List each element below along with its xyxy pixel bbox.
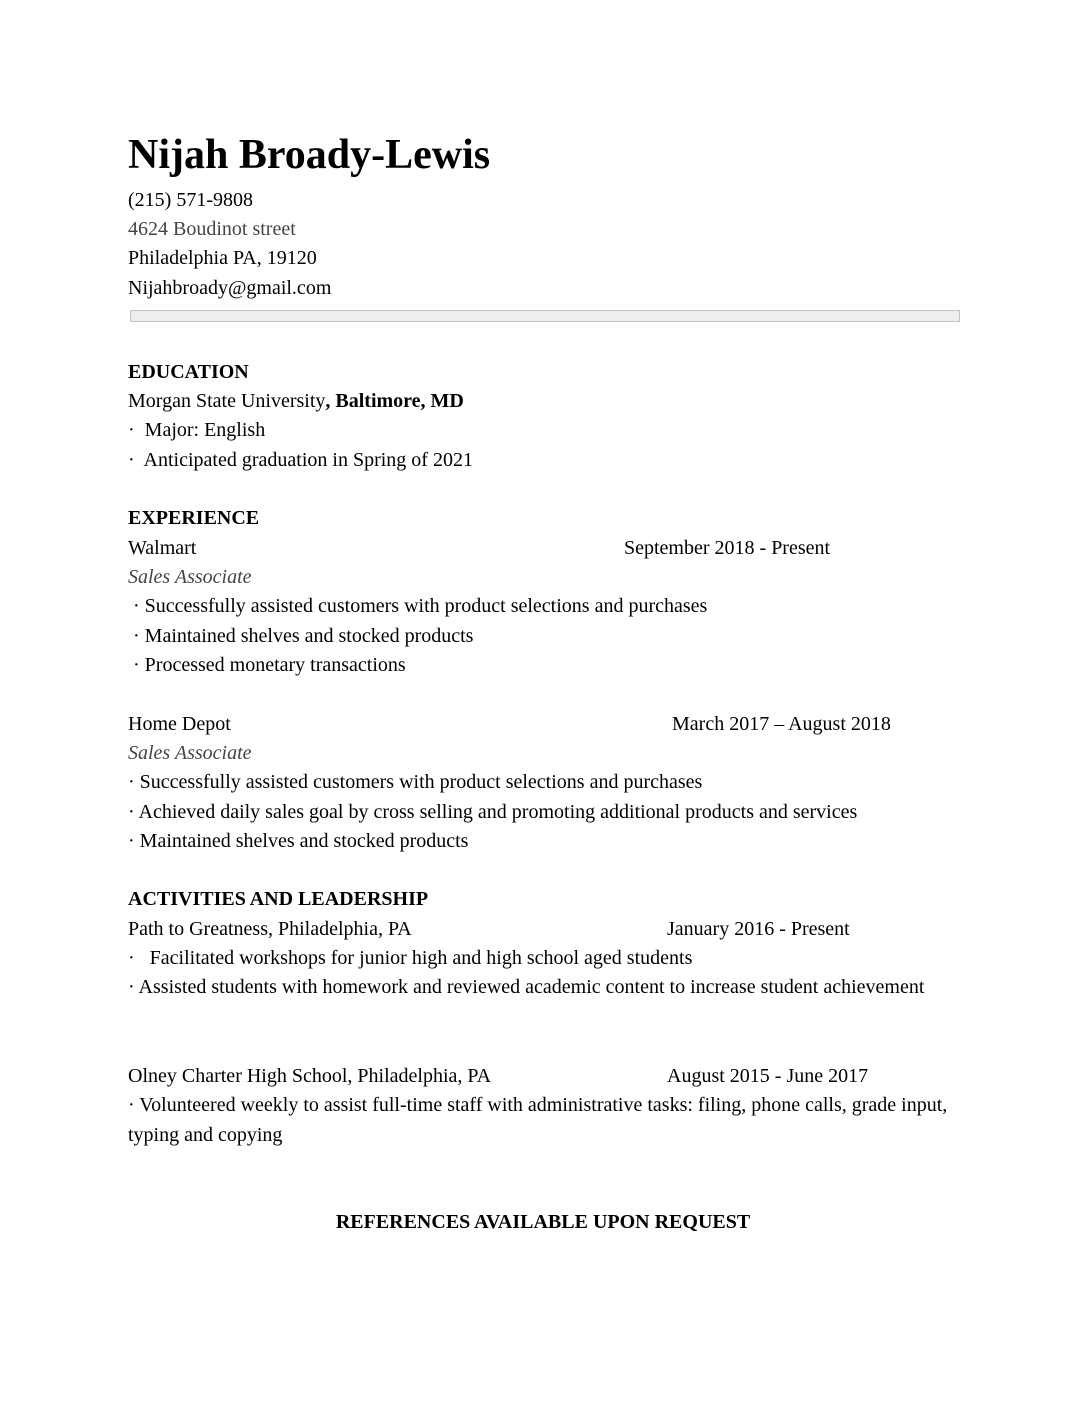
street-address: 4624 Boudinot street xyxy=(128,218,296,240)
education-heading: EDUCATION xyxy=(128,361,249,383)
city-state-zip: Philadelphia PA, 19120 xyxy=(128,247,317,269)
activity-dates: August 2015 - June 2017 xyxy=(667,1065,869,1087)
job-bullet: · Successfully assisted customers with product selections and purchases xyxy=(128,771,703,793)
job-dates: September 2018 - Present xyxy=(624,537,831,559)
education-bullet: · Major: English xyxy=(128,419,266,441)
experience-heading: EXPERIENCE xyxy=(128,507,260,529)
activity-org: Olney Charter High School, Philadelphia, PA xyxy=(128,1065,492,1087)
activity-dates: January 2016 - Present xyxy=(667,918,850,940)
activity-bullet: · Assisted students with homework and reviewed academic content to increase student achievement xyxy=(128,976,925,998)
references-note: REFERENCES AVAILABLE UPON REQUEST xyxy=(335,1211,751,1233)
activity-bullet: · Volunteered weekly to assist full-time staff with administrative tasks: filing, phone calls, grade input, typing and copying xyxy=(128,1094,948,1146)
activity-bullet: · Facilitated workshops for junior high and high school aged students xyxy=(128,947,693,969)
header-divider xyxy=(130,310,960,322)
education-location: , Baltimore, MD xyxy=(325,390,464,412)
education-school: Morgan State University xyxy=(128,390,326,412)
job-bullet: · Successfully assisted customers with product selections and purchases xyxy=(128,595,708,617)
job-bullet: · Maintained shelves and stocked products xyxy=(128,625,474,647)
candidate-name: Nijah Broady-Lewis xyxy=(128,132,491,178)
activity-org: Path to Greatness, Philadelphia, PA xyxy=(128,918,412,940)
job-bullet: · Maintained shelves and stocked products xyxy=(128,830,469,852)
job-title: Sales Associate xyxy=(128,742,252,764)
email-address: Nijahbroady@gmail.com xyxy=(128,277,332,299)
job-employer: Walmart xyxy=(128,537,197,559)
education-bullet: · Anticipated graduation in Spring of 2021 xyxy=(128,449,473,471)
job-bullet: · Processed monetary transactions xyxy=(128,654,406,676)
job-dates: March 2017 – August 2018 xyxy=(672,713,891,735)
activities-heading: ACTIVITIES AND LEADERSHIP xyxy=(128,888,429,910)
job-bullet: · Achieved daily sales goal by cross selling and promoting additional products and services xyxy=(128,801,858,823)
phone-number: (215) 571-9808 xyxy=(128,189,253,211)
job-title: Sales Associate xyxy=(128,566,252,588)
job-employer: Home Depot xyxy=(128,713,231,735)
education-school-line xyxy=(128,389,464,413)
